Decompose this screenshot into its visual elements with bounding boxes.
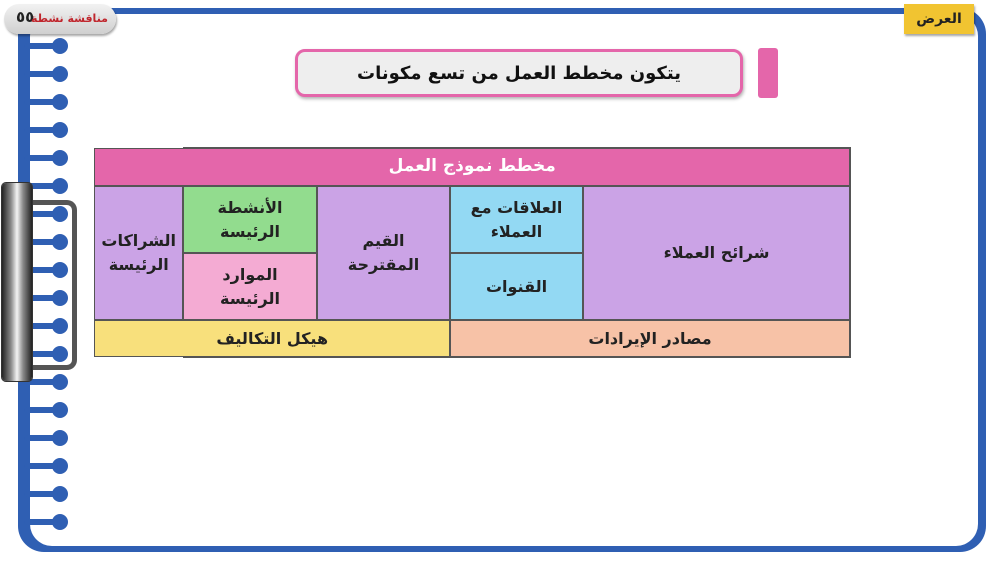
cell-revenue-streams: مصادر الإيرادات — [450, 320, 850, 357]
cell-key-activities: الأنشطة الرئيسة — [183, 186, 317, 253]
cell-value-propositions: القيم المقترحة — [317, 186, 450, 320]
activity-badge[interactable] — [4, 4, 116, 34]
cell-customer-relationships: العلاقات مع العملاء — [450, 186, 583, 253]
spiral-ring — [52, 122, 68, 138]
spiral-ring — [52, 178, 68, 194]
spiral-ring — [52, 94, 68, 110]
title-accent-bar — [758, 48, 778, 98]
cell-key-partners: الشراكات الرئيسة — [94, 186, 183, 320]
slide-title: يتكون مخطط العمل من تسع مكونات — [295, 49, 743, 97]
spiral-ring — [52, 150, 68, 166]
spiral-ring — [52, 430, 68, 446]
badge-number: ٥٥ — [16, 8, 35, 26]
spiral-ring — [52, 486, 68, 502]
spiral-ring — [52, 402, 68, 418]
cell-cost-structure: هيكل التكاليف — [94, 320, 450, 357]
spiral-ring — [52, 38, 68, 54]
spiral-ring — [52, 66, 68, 82]
cell-customer-segments: شرائح العملاء — [583, 186, 850, 320]
section-tag[interactable]: العرض — [904, 4, 974, 34]
cell-channels: القنوات — [450, 253, 583, 320]
spiral-ring — [52, 374, 68, 390]
canvas-header: مخطط نموذج العمل — [94, 148, 850, 186]
cell-key-resources: الموارد الرئيسة — [183, 253, 317, 320]
badge-label: مناقشة نشطة — [30, 12, 108, 25]
spiral-ring — [52, 514, 68, 530]
binder-clip-loop — [26, 200, 77, 370]
binder-clip-icon — [2, 183, 32, 381]
business-model-canvas — [101, 147, 851, 358]
spiral-ring — [52, 458, 68, 474]
